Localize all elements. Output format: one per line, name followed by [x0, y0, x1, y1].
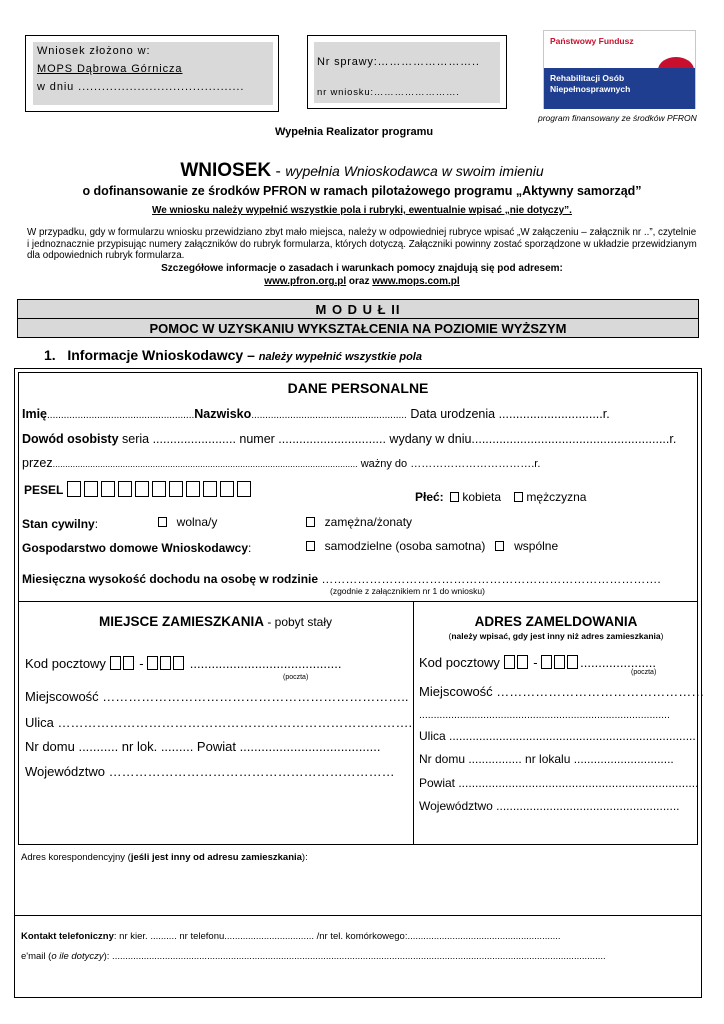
- logo-line3: Niepełnosprawnych: [550, 84, 631, 94]
- id-card-fields[interactable]: seria ........................ numer ............................... wydany w dniu.........................................................r.: [118, 432, 677, 446]
- submission-box-fill: [33, 42, 273, 105]
- male-checkbox[interactable]: [514, 492, 523, 502]
- income-note: (zgodnie z załącznikiem nr 1 do wniosku): [330, 586, 485, 596]
- residence-header-bold: MIEJSCE ZAMIESZKANIA: [98, 614, 264, 629]
- title-main: WNIOSEK: [180, 160, 272, 181]
- registration-post-field[interactable]: .....................: [580, 655, 657, 670]
- przez-label: przez: [22, 456, 53, 470]
- issued-by-row: [22, 456, 540, 470]
- correspondence-field[interactable]: [21, 866, 697, 912]
- registration-poczta-note: (poczta): [631, 669, 657, 676]
- residence-number-field[interactable]: Nr domu ........... nr lok. ......... Powiat .......................................: [25, 739, 381, 754]
- pesel-digit-box[interactable]: [152, 481, 166, 497]
- marital-colon: :: [94, 517, 99, 531]
- registration-sub-open: (: [448, 631, 452, 641]
- registration-sub-bold: należy wpisać, gdy jest inny niż adres zamieszkania: [451, 631, 661, 641]
- household-label: Gospodarstwo domowe Wnioskodawcy: [22, 541, 249, 555]
- phone-label: Kontakt telefoniczny: [21, 931, 114, 942]
- single-checkbox[interactable]: [158, 517, 167, 527]
- section1-italic: należy wypełnić wszystkie pola: [258, 351, 422, 363]
- registration-postal-label: Kod pocztowy: [419, 655, 500, 670]
- submission-label: Wniosek złożono w:: [37, 45, 151, 57]
- registration-province-field[interactable]: Województwo .......................................................: [419, 799, 680, 813]
- id-card-row: [22, 432, 676, 446]
- correspondence-bold: jeśli jest inny od adresu zamieszkania: [130, 852, 302, 863]
- registration-number-field[interactable]: Nr domu ................ nr lokalu ..............................: [419, 752, 674, 766]
- logo-caption: program finansowany ze środków PFRON: [538, 113, 697, 123]
- registration-postal-row: [419, 655, 656, 670]
- gender-row: [415, 490, 586, 504]
- residence-poczta-note: (poczta): [283, 674, 309, 681]
- pesel-digit-box[interactable]: [169, 481, 183, 497]
- registration-sub: [414, 631, 698, 641]
- valid-until-field[interactable]: ważny do …………………………….r.: [357, 458, 541, 470]
- registration-county-field[interactable]: Powiat ........................................................................: [419, 776, 699, 790]
- pesel-digit-box[interactable]: [186, 481, 200, 497]
- mops-link[interactable]: www.mops.com.pl: [372, 276, 460, 287]
- phone-fields[interactable]: : nr kier. .......... nr telefonu.................................. /nr tel. komórkowego:..........................................................: [113, 931, 561, 942]
- residence-city-field[interactable]: Miejscowość ……………………………………………………………..: [25, 689, 409, 704]
- submission-date: w dniu ..........................................: [37, 81, 245, 93]
- alone-checkbox[interactable]: [306, 541, 315, 551]
- title-italic: wypełnia Wnioskodawca w swoim imieniu: [285, 163, 544, 179]
- module-label: M O D U Ł II: [17, 299, 699, 319]
- nazwisko-field[interactable]: ........................................................: [251, 410, 407, 421]
- dowod-label: Dowód osobisty: [22, 432, 119, 446]
- income-row: [22, 572, 661, 586]
- application-number: nr wniosku:…………………….: [317, 87, 460, 98]
- case-number-box: [307, 35, 507, 109]
- info-line: Szczegółowe informacje o zasadach i warunkach pomocy znajdują się pod adresem:: [161, 263, 563, 274]
- fill-note: We wniosku należy wypełnić wszystkie pola i rubryki, ewentualnie wpisać „nie dotyczy”.: [152, 205, 572, 216]
- registration-street-field[interactable]: Ulica ..........................................................................: [419, 729, 696, 743]
- correspondence-close: ):: [301, 852, 308, 863]
- marital-label: Stan cywilny: [22, 517, 95, 531]
- pesel-digit-box[interactable]: [203, 481, 217, 497]
- submission-office: MOPS Dąbrowa Górnicza: [37, 63, 183, 75]
- postal-digit-4[interactable]: [160, 656, 171, 670]
- married-checkbox[interactable]: [306, 517, 315, 527]
- pesel-digit-box[interactable]: [237, 481, 251, 497]
- residence-province-field[interactable]: Województwo …………………………………………………………: [25, 764, 395, 779]
- reg-postal-digit-1[interactable]: [504, 655, 515, 669]
- name-row: [22, 407, 610, 421]
- plec-label: Płeć:: [415, 490, 444, 504]
- pesel-input[interactable]: [67, 483, 254, 497]
- registration-extra-line[interactable]: ......................................................................................: [419, 709, 670, 721]
- single-option: [158, 515, 217, 529]
- pesel-digit-box[interactable]: [118, 481, 132, 497]
- imie-label: Imię: [22, 407, 48, 421]
- dane-header: DANE PERSONALNE: [287, 380, 429, 396]
- alone-label: samodzielne (osoba samotna): [324, 539, 486, 553]
- pfron-logo: [543, 30, 696, 109]
- postal-digit-3[interactable]: [147, 656, 158, 670]
- male-label: mężczyzna: [526, 490, 587, 504]
- title-dash: -: [271, 163, 286, 180]
- nazwisko-label: Nazwisko: [194, 407, 252, 421]
- married-option: [306, 515, 412, 529]
- realizator-note: Wypełnia Realizator programu: [275, 126, 434, 138]
- residence-header-rest: - pobyt stały: [263, 615, 333, 629]
- pesel-label: PESEL: [24, 483, 64, 497]
- residence-post-field[interactable]: ..........................................: [189, 656, 342, 671]
- registration-header: ADRES ZAMELDOWANIA: [474, 614, 638, 629]
- pesel-digit-box[interactable]: [101, 481, 115, 497]
- instructions-paragraph: W przypadku, gdy w formularzu wniosku przewidziano zbyt mało miejsca, należy w odpowiedniej rubryce wpisać „W załączeniu – załącznik nr ..”, czytelnie i jednoznacznie przypisując numery załączników do rubryk formularza, których dotyczą. Załączniki powinny zostać sporządzone w układzie przewidzianym dla odpowiednich rubryk formularza.: [27, 227, 697, 261]
- section1-text: Informacje Wnioskodawcy –: [67, 347, 259, 363]
- income-label: Miesięczna wysokość dochodu na osobę w rodzinie: [22, 572, 319, 586]
- contact-divider: [14, 915, 702, 916]
- pesel-row: [24, 481, 254, 497]
- reg-postal-digit-5[interactable]: [567, 655, 578, 669]
- residence-street-field[interactable]: Ulica ……………………………………………………………………….: [25, 715, 413, 730]
- registration-city-field[interactable]: Miejscowość …………………………………………: [419, 684, 705, 699]
- registration-sub-close: ): [660, 631, 664, 641]
- reg-postal-digit-2[interactable]: [517, 655, 528, 669]
- case-number-fill: [314, 42, 500, 103]
- email-italic: o ile dotyczy: [51, 951, 104, 962]
- imie-field[interactable]: .....................................................: [47, 410, 195, 421]
- shared-label: wspólne: [514, 539, 559, 553]
- pesel-digit-box[interactable]: [84, 481, 98, 497]
- reg-postal-digit-4[interactable]: [554, 655, 565, 669]
- phone-row: [21, 931, 561, 942]
- shared-checkbox[interactable]: [495, 541, 504, 551]
- submission-box: [25, 35, 279, 112]
- correspondence-text: Adres korespondencyjny (: [21, 852, 131, 863]
- correspondence-label: [21, 852, 308, 863]
- household-colon: :: [248, 541, 252, 555]
- email-field[interactable]: ): ...........................................................................................................................................................................................: [103, 951, 606, 962]
- pesel-digit-box[interactable]: [67, 481, 81, 497]
- residence-header: [18, 614, 413, 629]
- registration-postal-dash: -: [533, 655, 538, 670]
- section1-number: 1.: [44, 347, 56, 363]
- logo-text: [550, 73, 630, 95]
- postal-digit-5[interactable]: [173, 656, 184, 670]
- email-label: e'mail (: [21, 951, 52, 962]
- female-checkbox[interactable]: [450, 492, 459, 502]
- household-options: [306, 539, 558, 553]
- pesel-digit-box[interactable]: [220, 481, 234, 497]
- residence-postal-row: [25, 656, 341, 671]
- residence-postal-dash: -: [139, 656, 144, 671]
- birthdate-field[interactable]: Data urodzenia ..............................r.: [406, 407, 610, 421]
- module-title: POMOC W UZYSKANIU WYKSZTAŁCENIA NA POZIOMIE WYŻSZYM: [17, 318, 699, 338]
- links-line: [0, 276, 724, 287]
- reg-postal-digit-3[interactable]: [541, 655, 552, 669]
- female-label: kobieta: [462, 490, 502, 504]
- title-subtitle: o dofinansowanie ze środków PFRON w ramach pilotażowego programu „Aktywny samorząd”: [82, 184, 642, 198]
- email-row: [21, 951, 697, 962]
- single-label: wolna/y: [176, 515, 218, 529]
- issued-by-field[interactable]: ..........................................................................................................................: [52, 459, 358, 469]
- links-oraz: oraz: [346, 276, 373, 287]
- residence-postal-label: Kod pocztowy: [25, 656, 106, 671]
- address-top-divider: [18, 601, 698, 602]
- logo-line2: Rehabilitacji Osób: [550, 73, 625, 83]
- postal-digit-1[interactable]: [110, 656, 121, 670]
- case-number: Nr sprawy:……………………..: [317, 56, 480, 68]
- income-field[interactable]: ………………………………………………………………………….: [318, 572, 661, 586]
- logo-line1: Państwowy Fundusz: [550, 36, 634, 46]
- page-title: [0, 160, 724, 182]
- marital-label-wrap: [22, 517, 98, 531]
- household-label-wrap: [22, 541, 251, 555]
- section1-title: [44, 347, 422, 363]
- pfron-link[interactable]: www.pfron.org.pl: [264, 276, 347, 287]
- pesel-digit-box[interactable]: [135, 481, 149, 497]
- married-label: zamężna/żonaty: [324, 515, 413, 529]
- postal-digit-2[interactable]: [123, 656, 134, 670]
